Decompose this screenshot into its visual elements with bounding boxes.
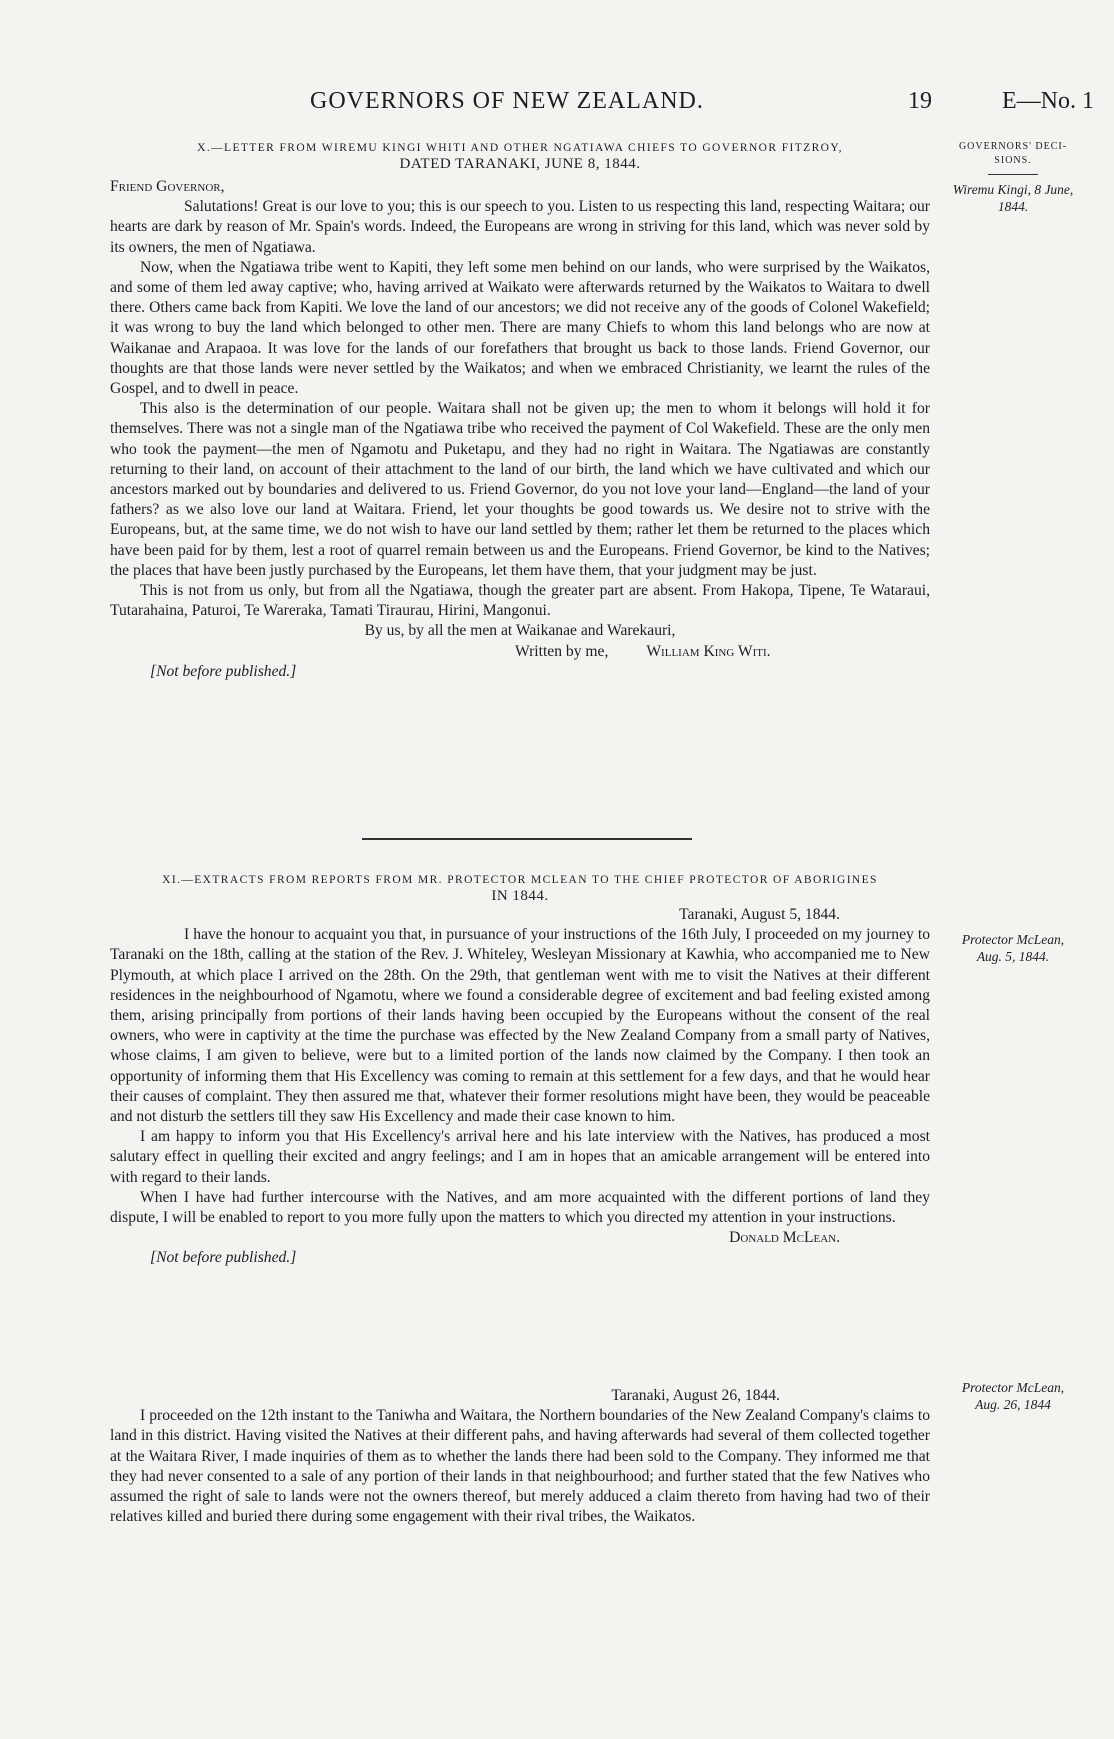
- section-xi-heading-year: IN 1844.: [491, 888, 549, 904]
- letter-x-heading-date: DATED TARANAKI, JUNE 8, 1844.: [399, 156, 641, 172]
- section-divider: [362, 838, 692, 840]
- letter-paragraph: Salutations! Great is our love to you; this is our speech to you. Listen to us respecting this land, respecting Waitara; our hearts are dark by reason of Mr. Spain's words. Indeed, the Europeans are wrong in striving for this land, which was never sold by its owners, the men of Ngatiawa.: [110, 198, 930, 256]
- margin-notes-top: [948, 140, 1078, 215]
- page-number: 19: [908, 88, 932, 114]
- margin-note-mclean-aug5: Protector McLean, Aug. 5, 1844.: [961, 932, 1065, 964]
- signature-donald-mclean: Donald McLean.: [729, 1229, 840, 1247]
- letter-x-heading: X.—LETTER FROM WIREMU KINGI WHITI AND OTHER NGATIAWA CHIEFS TO GOVERNOR FITZROY,: [197, 142, 843, 154]
- report-1-dateline: Taranaki, August 5, 1844.: [679, 906, 840, 923]
- margin-section-label: GOVERNORS' DECI-SIONS.: [958, 141, 1068, 166]
- not-published-note: [Not before published.]: [150, 662, 297, 680]
- closing-line-2: Written by me, William King Witi.: [515, 642, 771, 660]
- letter-paragraph: Now, when the Ngatiawa tribe went to Kapiti, they left some men behind on our lands, who were surprised by the Waikatos, and some of them led away captive; who, having arrived at Waikato were afterwards returned by the Waikatos to Waitara to dwell there. Others came back from Kapiti. We love the land of our ancestors; we did not receive any of the goods of Colonel Wakefield; it was wrong to buy the land which belonged to other men. There are many Chiefs to whom this land belongs who are now at Waikanae and Arapaoa. It was love for the lands of our forefathers that brought us back to those lands. Friend Governor, our thoughts are that those lands were never settled by the Waikatos; and when we embraced Christianity, we learnt the rules of the Gospel, and to dwell in peace.: [110, 258, 930, 398]
- salutation: Friend Governor,: [110, 178, 225, 195]
- document-reference: E—No. 1: [1002, 88, 1094, 114]
- report-2-dateline: Taranaki, August 26, 1844.: [611, 1387, 780, 1404]
- letter-paragraph: This is not from us only, but from all the Ngatiawa, though the greater part are absent. From Hakopa, Tipene, Te Wataraui, Tutarahaina, Paturoi, Te Wareraka, Tamati Tiraurau, Hirini, Mangonui.: [110, 582, 930, 620]
- report-paragraph: I am happy to inform you that His Excellency's arrival here and his late interview with the Natives, has produced a most salutary effect in quelling their excited and angry feelings; and I am in hopes that an amicable arrangement will be entered into with regard to their lands.: [110, 1128, 930, 1186]
- margin-rule: [988, 174, 1038, 175]
- section-xi-heading: XI.—EXTRACTS FROM REPORTS FROM MR. PROTECTOR MCLEAN TO THE CHIEF PROTECTOR OF ABORIGINES: [162, 874, 878, 886]
- report-paragraph: I proceeded on the 12th instant to the Taniwha and Waitara, the Northern boundaries of the New Zealand Company's claims to land in this district. Having visited the Natives at their different pahs, and having afterwards had several of them collected together at the Waitara River, I made inquiries of them as to whether the lands there had been sold to the Company. They informed me that they had never consented to a sale of any portion of their lands in that neighbourhood; and further stated that the few Natives who assumed the right of sale to lands were not the owners thereof, but merely adduced a claim thereto from having had two of their relatives killed and buried there during some engagement with their rival tribes, the Waikatos.: [110, 1407, 930, 1526]
- report-paragraph: I have the honour to acquaint you that, in pursuance of your instructions of the 16th July, I proceeded on my journey to Taranaki on the 18th, calling at the station of the Rev. J. Whiteley, Wesleyan Missionary at Kawhia, who accompanied me to New Plymouth, at which place I arrived on the 28th. On the 29th, that gentleman went with me to visit the Natives at their different residences in the neighbourhood of Ngamotu, where we found a considerable degree of excitement and bad feeling existed among them, arising principally from portions of their lands having been occupied by the Europeans without the consent of the real owners, who were in captivity at the time the purchase was effected by the New Zealand Company from a small party of Natives, whose claims, I am given to believe, were but to a limited portion of the lands now claimed by the Company. I then took an opportunity of informing them that His Excellency was coming to remain at this settlement for a few days, and that he would hear their causes of complaint. They then assured me that, whatever their former resolutions might have been, they would be peaceable and not disturb the settlers till they saw His Excellency and made their case known to him.: [110, 926, 930, 1126]
- not-published-note: [Not before published.]: [150, 1249, 297, 1267]
- signature-william-king-witi: William King Witi.: [646, 642, 771, 660]
- running-title: GOVERNORS OF NEW ZEALAND.: [310, 88, 704, 114]
- letter-paragraph: This also is the determination of our people. Waitara shall not be given up; the men to whom it belongs will hold it for themselves. There was not a single man of the Ngatiawa tribe who received the payment of Col Wakefield. These are the only men who took the payment—the men of Ngamotu and Puketapu, and they had no right in Waitara. The Ngatiawas are constantly returning to their land, on account of their attachment to the land of our birth, the land which we have cultivated and which our ancestors marked out by boundaries and delivered to us. Friend Governor, do you not love your land—England—the land of your fathers? as we also love our land at Waitara. Friend, let your thoughts be good towards us. We desire not to strive with the Europeans, but, at the same time, we do not wish to have our land settled by them; rather let them be returned to the places which have been paid for by them, lest a root of quarrel remain between us and the Europeans. Friend Governor, be kind to the Natives; the places that have been justly purchased by the Europeans, let them have them, that your judgment may be just.: [110, 400, 930, 579]
- margin-note-mclean-aug26: Protector McLean, Aug. 26, 1844: [961, 1380, 1065, 1412]
- margin-note-wiremu-kingi: Wiremu Kingi, 8 June, 1844.: [952, 182, 1074, 214]
- report-paragraph: When I have had further intercourse with the Natives, and am more acquainted with the different portions of land they dispute, I will be enabled to report to you more fully upon the matters to which you directed my attention in your instructions.: [110, 1188, 930, 1227]
- letter-x: [110, 140, 930, 682]
- section-xi: [110, 872, 930, 1269]
- closing-line-1: By us, by all the men at Waikanae and Warekauri,: [364, 622, 676, 640]
- page-header: [0, 88, 1114, 118]
- report-2: [110, 1386, 930, 1527]
